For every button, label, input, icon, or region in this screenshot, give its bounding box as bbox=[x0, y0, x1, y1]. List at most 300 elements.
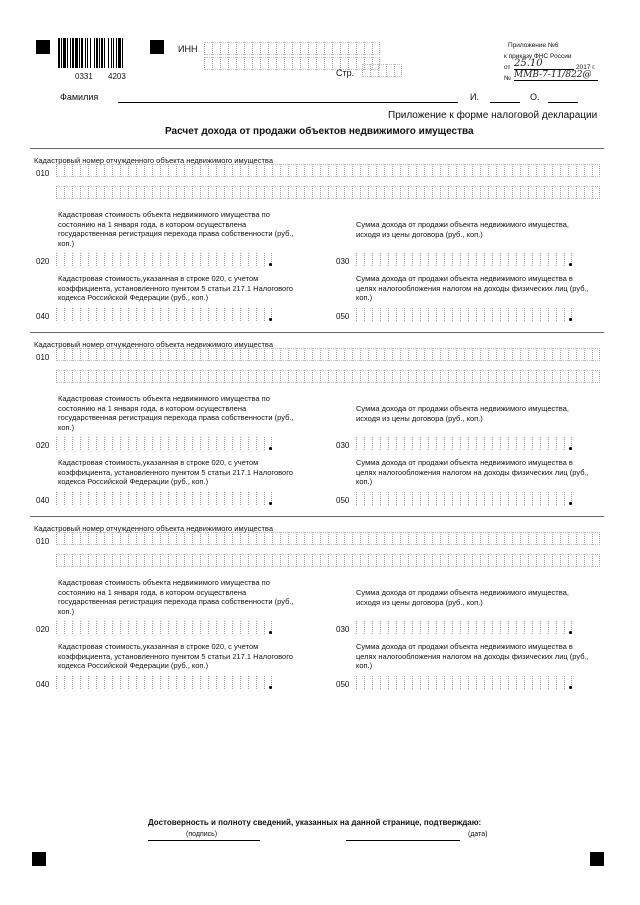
input-cell[interactable] bbox=[360, 164, 368, 177]
input-cell[interactable] bbox=[64, 621, 72, 634]
input-cell[interactable] bbox=[448, 348, 456, 361]
input-cell[interactable] bbox=[488, 186, 496, 199]
input-cell[interactable] bbox=[496, 554, 504, 567]
input-cell[interactable] bbox=[512, 554, 520, 567]
input-cell[interactable] bbox=[64, 348, 72, 361]
input-cell[interactable] bbox=[432, 532, 440, 545]
input-cell[interactable] bbox=[312, 164, 320, 177]
input-cell[interactable] bbox=[444, 437, 452, 450]
input-cell[interactable] bbox=[472, 186, 480, 199]
input-cell[interactable] bbox=[136, 253, 144, 266]
input-cell[interactable] bbox=[88, 186, 96, 199]
input-cell[interactable] bbox=[440, 532, 448, 545]
input-cell[interactable] bbox=[248, 437, 256, 450]
input-cell[interactable] bbox=[176, 492, 184, 505]
input-cell[interactable] bbox=[224, 621, 232, 634]
input-cell[interactable] bbox=[120, 621, 128, 634]
input-cell[interactable] bbox=[208, 532, 216, 545]
input-cell[interactable] bbox=[256, 492, 264, 505]
input-cell[interactable] bbox=[432, 554, 440, 567]
input-cell[interactable] bbox=[384, 164, 392, 177]
input-cell[interactable] bbox=[72, 308, 80, 321]
input-cell[interactable] bbox=[80, 308, 88, 321]
input-cell[interactable] bbox=[468, 676, 476, 689]
input-cell[interactable] bbox=[288, 186, 296, 199]
input-cell[interactable] bbox=[168, 492, 176, 505]
input-cell[interactable] bbox=[120, 554, 128, 567]
input-cell[interactable] bbox=[584, 348, 592, 361]
input-cell[interactable] bbox=[552, 370, 560, 383]
input-cell[interactable] bbox=[544, 186, 552, 199]
input-cell[interactable] bbox=[248, 554, 256, 567]
input-cell[interactable] bbox=[500, 437, 508, 450]
input-cell[interactable] bbox=[72, 621, 80, 634]
input-cell[interactable] bbox=[436, 676, 444, 689]
input-cell[interactable] bbox=[120, 164, 128, 177]
input-cell[interactable] bbox=[144, 554, 152, 567]
input-cell[interactable] bbox=[536, 186, 544, 199]
input-cell[interactable] bbox=[244, 57, 252, 70]
input-cell[interactable] bbox=[544, 532, 552, 545]
input-cell[interactable] bbox=[476, 492, 484, 505]
input-cell[interactable] bbox=[112, 308, 120, 321]
input-cell[interactable] bbox=[428, 253, 436, 266]
input-cell[interactable] bbox=[540, 253, 548, 266]
input-cell[interactable] bbox=[440, 164, 448, 177]
input-cell[interactable] bbox=[240, 621, 248, 634]
input-cell[interactable] bbox=[376, 554, 384, 567]
line-050-field[interactable] bbox=[356, 676, 572, 689]
input-cell[interactable] bbox=[424, 370, 432, 383]
input-cell[interactable] bbox=[160, 186, 168, 199]
input-cell[interactable] bbox=[428, 621, 436, 634]
input-cell[interactable] bbox=[112, 348, 120, 361]
input-cell[interactable] bbox=[396, 308, 404, 321]
input-cell[interactable] bbox=[380, 253, 388, 266]
input-cell[interactable] bbox=[112, 554, 120, 567]
input-cell[interactable] bbox=[424, 186, 432, 199]
input-cell[interactable] bbox=[224, 532, 232, 545]
input-cell[interactable] bbox=[384, 186, 392, 199]
input-cell[interactable] bbox=[128, 370, 136, 383]
input-cell[interactable] bbox=[592, 348, 600, 361]
input-cell[interactable] bbox=[208, 676, 216, 689]
input-cell[interactable] bbox=[136, 437, 144, 450]
input-cell[interactable] bbox=[480, 164, 488, 177]
input-cell[interactable] bbox=[200, 532, 208, 545]
input-cell[interactable] bbox=[340, 42, 348, 55]
input-cell[interactable] bbox=[420, 492, 428, 505]
input-cell[interactable] bbox=[528, 348, 536, 361]
input-cell[interactable] bbox=[308, 57, 316, 70]
input-cell[interactable] bbox=[336, 532, 344, 545]
input-cell[interactable] bbox=[288, 348, 296, 361]
input-cell[interactable] bbox=[120, 186, 128, 199]
line-030-field[interactable] bbox=[356, 437, 572, 450]
input-cell[interactable] bbox=[524, 492, 532, 505]
input-cell[interactable] bbox=[536, 164, 544, 177]
input-cell[interactable] bbox=[228, 42, 236, 55]
input-cell[interactable] bbox=[280, 554, 288, 567]
input-cell[interactable] bbox=[212, 42, 220, 55]
input-cell[interactable] bbox=[532, 437, 540, 450]
input-cell[interactable] bbox=[200, 370, 208, 383]
input-cell[interactable] bbox=[224, 370, 232, 383]
input-cell[interactable] bbox=[532, 621, 540, 634]
input-cell[interactable] bbox=[448, 164, 456, 177]
input-cell[interactable] bbox=[484, 308, 492, 321]
input-cell[interactable] bbox=[400, 554, 408, 567]
input-cell[interactable] bbox=[404, 621, 412, 634]
input-cell[interactable] bbox=[72, 186, 80, 199]
input-cell[interactable] bbox=[536, 554, 544, 567]
input-cell[interactable] bbox=[452, 676, 460, 689]
input-cell[interactable] bbox=[104, 492, 112, 505]
input-cell[interactable] bbox=[136, 676, 144, 689]
input-cell[interactable] bbox=[168, 253, 176, 266]
input-cell[interactable] bbox=[80, 437, 88, 450]
input-cell[interactable] bbox=[232, 370, 240, 383]
cadastral-number-field[interactable] bbox=[56, 348, 600, 361]
input-cell[interactable] bbox=[88, 370, 96, 383]
page-number-field[interactable] bbox=[362, 64, 402, 77]
input-cell[interactable] bbox=[480, 554, 488, 567]
input-cell[interactable] bbox=[208, 186, 216, 199]
input-cell[interactable] bbox=[476, 308, 484, 321]
input-cell[interactable] bbox=[316, 57, 324, 70]
input-cell[interactable] bbox=[488, 348, 496, 361]
input-cell[interactable] bbox=[516, 621, 524, 634]
input-cell[interactable] bbox=[528, 186, 536, 199]
input-cell[interactable] bbox=[88, 348, 96, 361]
input-cell[interactable] bbox=[392, 186, 400, 199]
input-cell[interactable] bbox=[444, 676, 452, 689]
input-cell[interactable] bbox=[260, 42, 268, 55]
input-cell[interactable] bbox=[400, 532, 408, 545]
input-cell[interactable] bbox=[64, 253, 72, 266]
input-cell[interactable] bbox=[284, 42, 292, 55]
input-cell[interactable] bbox=[484, 253, 492, 266]
input-cell[interactable] bbox=[144, 437, 152, 450]
input-cell[interactable] bbox=[472, 348, 480, 361]
input-cell[interactable] bbox=[544, 164, 552, 177]
input-cell[interactable] bbox=[584, 532, 592, 545]
input-cell[interactable] bbox=[408, 554, 416, 567]
input-cell[interactable] bbox=[248, 186, 256, 199]
input-cell[interactable] bbox=[464, 348, 472, 361]
input-cell[interactable] bbox=[272, 532, 280, 545]
input-cell[interactable] bbox=[380, 676, 388, 689]
input-cell[interactable] bbox=[280, 164, 288, 177]
input-cell[interactable] bbox=[520, 186, 528, 199]
input-cell[interactable] bbox=[160, 492, 168, 505]
input-cell[interactable] bbox=[480, 186, 488, 199]
input-cell[interactable] bbox=[152, 348, 160, 361]
input-cell[interactable] bbox=[240, 532, 248, 545]
input-cell[interactable] bbox=[512, 532, 520, 545]
input-cell[interactable] bbox=[240, 164, 248, 177]
input-cell[interactable] bbox=[192, 370, 200, 383]
input-cell[interactable] bbox=[64, 186, 72, 199]
input-cell[interactable] bbox=[208, 437, 216, 450]
input-cell[interactable] bbox=[540, 492, 548, 505]
input-cell[interactable] bbox=[104, 186, 112, 199]
input-cell[interactable] bbox=[308, 42, 316, 55]
input-cell[interactable] bbox=[364, 492, 372, 505]
input-cell[interactable] bbox=[240, 348, 248, 361]
input-cell[interactable] bbox=[112, 253, 120, 266]
input-cell[interactable] bbox=[432, 186, 440, 199]
input-cell[interactable] bbox=[288, 370, 296, 383]
input-cell[interactable] bbox=[536, 532, 544, 545]
input-cell[interactable] bbox=[584, 186, 592, 199]
input-cell[interactable] bbox=[400, 164, 408, 177]
input-cell[interactable] bbox=[276, 57, 284, 70]
input-cell[interactable] bbox=[64, 308, 72, 321]
input-cell[interactable] bbox=[328, 554, 336, 567]
input-cell[interactable] bbox=[56, 532, 64, 545]
input-cell[interactable] bbox=[540, 437, 548, 450]
input-cell[interactable] bbox=[356, 308, 364, 321]
input-cell[interactable] bbox=[192, 348, 200, 361]
input-cell[interactable] bbox=[492, 437, 500, 450]
input-cell[interactable] bbox=[104, 164, 112, 177]
input-cell[interactable] bbox=[544, 348, 552, 361]
input-cell[interactable] bbox=[568, 348, 576, 361]
input-cell[interactable] bbox=[516, 308, 524, 321]
input-cell[interactable] bbox=[520, 164, 528, 177]
input-cell[interactable] bbox=[400, 370, 408, 383]
input-cell[interactable] bbox=[208, 164, 216, 177]
input-cell[interactable] bbox=[152, 186, 160, 199]
input-cell[interactable] bbox=[160, 253, 168, 266]
input-cell[interactable] bbox=[192, 554, 200, 567]
input-cell[interactable] bbox=[204, 42, 212, 55]
input-cell[interactable] bbox=[120, 437, 128, 450]
input-cell[interactable] bbox=[192, 308, 200, 321]
input-cell[interactable] bbox=[548, 492, 556, 505]
input-cell[interactable] bbox=[504, 164, 512, 177]
input-cell[interactable] bbox=[364, 308, 372, 321]
input-cell[interactable] bbox=[456, 532, 464, 545]
input-cell[interactable] bbox=[72, 437, 80, 450]
input-cell[interactable] bbox=[120, 676, 128, 689]
input-cell[interactable] bbox=[344, 370, 352, 383]
input-cell[interactable] bbox=[248, 308, 256, 321]
input-cell[interactable] bbox=[200, 554, 208, 567]
input-cell[interactable] bbox=[464, 554, 472, 567]
input-cell[interactable] bbox=[328, 186, 336, 199]
input-cell[interactable] bbox=[508, 676, 516, 689]
input-cell[interactable] bbox=[388, 253, 396, 266]
input-cell[interactable] bbox=[500, 253, 508, 266]
input-cell[interactable] bbox=[548, 676, 556, 689]
input-cell[interactable] bbox=[232, 186, 240, 199]
input-cell[interactable] bbox=[264, 348, 272, 361]
input-cell[interactable] bbox=[368, 554, 376, 567]
input-cell[interactable] bbox=[192, 621, 200, 634]
input-cell[interactable] bbox=[112, 676, 120, 689]
input-cell[interactable] bbox=[372, 492, 380, 505]
input-cell[interactable] bbox=[392, 348, 400, 361]
input-cell[interactable] bbox=[364, 437, 372, 450]
input-cell[interactable] bbox=[240, 437, 248, 450]
input-cell[interactable] bbox=[420, 621, 428, 634]
input-cell[interactable] bbox=[428, 676, 436, 689]
input-cell[interactable] bbox=[136, 308, 144, 321]
input-cell[interactable] bbox=[488, 164, 496, 177]
input-cell[interactable] bbox=[448, 186, 456, 199]
input-cell[interactable] bbox=[120, 253, 128, 266]
input-cell[interactable] bbox=[104, 621, 112, 634]
input-cell[interactable] bbox=[224, 437, 232, 450]
input-cell[interactable] bbox=[264, 370, 272, 383]
input-cell[interactable] bbox=[380, 437, 388, 450]
input-cell[interactable] bbox=[360, 348, 368, 361]
input-cell[interactable] bbox=[328, 348, 336, 361]
input-cell[interactable] bbox=[556, 437, 564, 450]
input-cell[interactable] bbox=[444, 492, 452, 505]
input-cell[interactable] bbox=[144, 253, 152, 266]
input-cell[interactable] bbox=[508, 621, 516, 634]
input-cell[interactable] bbox=[412, 676, 420, 689]
input-cell[interactable] bbox=[168, 370, 176, 383]
input-cell[interactable] bbox=[436, 253, 444, 266]
input-cell[interactable] bbox=[388, 492, 396, 505]
cadastral-number-field[interactable] bbox=[56, 532, 600, 545]
input-cell[interactable] bbox=[372, 437, 380, 450]
input-cell[interactable] bbox=[324, 57, 332, 70]
input-cell[interactable] bbox=[344, 186, 352, 199]
input-cell[interactable] bbox=[232, 164, 240, 177]
input-cell[interactable] bbox=[72, 532, 80, 545]
input-cell[interactable] bbox=[380, 308, 388, 321]
input-cell[interactable] bbox=[72, 348, 80, 361]
input-cell[interactable] bbox=[352, 164, 360, 177]
input-cell[interactable] bbox=[216, 554, 224, 567]
input-cell[interactable] bbox=[392, 164, 400, 177]
input-cell[interactable] bbox=[552, 164, 560, 177]
input-cell[interactable] bbox=[192, 164, 200, 177]
input-cell[interactable] bbox=[560, 370, 568, 383]
input-cell[interactable] bbox=[192, 492, 200, 505]
input-cell[interactable] bbox=[584, 554, 592, 567]
input-cell[interactable] bbox=[468, 308, 476, 321]
input-cell[interactable] bbox=[200, 308, 208, 321]
input-cell[interactable] bbox=[272, 554, 280, 567]
input-cell[interactable] bbox=[408, 532, 416, 545]
input-cell[interactable] bbox=[408, 186, 416, 199]
input-cell[interactable] bbox=[300, 57, 308, 70]
input-cell[interactable] bbox=[304, 348, 312, 361]
input-cell[interactable] bbox=[152, 253, 160, 266]
input-cell[interactable] bbox=[436, 308, 444, 321]
input-cell[interactable] bbox=[72, 492, 80, 505]
input-cell[interactable] bbox=[504, 554, 512, 567]
input-cell[interactable] bbox=[212, 57, 220, 70]
input-cell[interactable] bbox=[184, 621, 192, 634]
input-cell[interactable] bbox=[496, 532, 504, 545]
input-cell[interactable] bbox=[504, 348, 512, 361]
input-cell[interactable] bbox=[460, 621, 468, 634]
input-cell[interactable] bbox=[464, 164, 472, 177]
input-cell[interactable] bbox=[304, 532, 312, 545]
input-cell[interactable] bbox=[152, 492, 160, 505]
input-cell[interactable] bbox=[184, 492, 192, 505]
input-cell[interactable] bbox=[436, 437, 444, 450]
input-cell[interactable] bbox=[104, 554, 112, 567]
input-cell[interactable] bbox=[248, 492, 256, 505]
input-cell[interactable] bbox=[312, 348, 320, 361]
input-cell[interactable] bbox=[220, 57, 228, 70]
input-cell[interactable] bbox=[224, 253, 232, 266]
input-cell[interactable] bbox=[120, 308, 128, 321]
input-cell[interactable] bbox=[88, 532, 96, 545]
input-cell[interactable] bbox=[184, 253, 192, 266]
input-cell[interactable] bbox=[512, 164, 520, 177]
input-cell[interactable] bbox=[56, 554, 64, 567]
input-cell[interactable] bbox=[80, 532, 88, 545]
input-cell[interactable] bbox=[592, 532, 600, 545]
input-cell[interactable] bbox=[428, 492, 436, 505]
input-cell[interactable] bbox=[496, 186, 504, 199]
input-cell[interactable] bbox=[268, 42, 276, 55]
input-cell[interactable] bbox=[384, 554, 392, 567]
input-cell[interactable] bbox=[560, 554, 568, 567]
input-cell[interactable] bbox=[104, 253, 112, 266]
input-cell[interactable] bbox=[236, 57, 244, 70]
input-cell[interactable] bbox=[160, 554, 168, 567]
input-cell[interactable] bbox=[576, 348, 584, 361]
input-cell[interactable] bbox=[464, 532, 472, 545]
input-cell[interactable] bbox=[392, 370, 400, 383]
input-cell[interactable] bbox=[80, 554, 88, 567]
input-cell[interactable] bbox=[556, 621, 564, 634]
input-cell[interactable] bbox=[88, 308, 96, 321]
input-cell[interactable] bbox=[356, 621, 364, 634]
input-cell[interactable] bbox=[376, 348, 384, 361]
input-cell[interactable] bbox=[80, 164, 88, 177]
input-cell[interactable] bbox=[548, 308, 556, 321]
input-cell[interactable] bbox=[136, 348, 144, 361]
input-cell[interactable] bbox=[272, 186, 280, 199]
input-cell[interactable] bbox=[378, 64, 386, 77]
input-cell[interactable] bbox=[184, 164, 192, 177]
input-cell[interactable] bbox=[64, 554, 72, 567]
line-020-field[interactable] bbox=[56, 253, 272, 266]
input-cell[interactable] bbox=[152, 437, 160, 450]
input-cell[interactable] bbox=[312, 532, 320, 545]
input-cell[interactable] bbox=[472, 164, 480, 177]
input-cell[interactable] bbox=[184, 532, 192, 545]
input-cell[interactable] bbox=[516, 437, 524, 450]
input-cell[interactable] bbox=[192, 253, 200, 266]
input-cell[interactable] bbox=[332, 42, 340, 55]
input-cell[interactable] bbox=[344, 532, 352, 545]
input-cell[interactable] bbox=[556, 308, 564, 321]
input-cell[interactable] bbox=[152, 308, 160, 321]
input-cell[interactable] bbox=[136, 532, 144, 545]
input-cell[interactable] bbox=[380, 621, 388, 634]
input-cell[interactable] bbox=[304, 186, 312, 199]
input-cell[interactable] bbox=[176, 348, 184, 361]
input-cell[interactable] bbox=[208, 253, 216, 266]
input-cell[interactable] bbox=[184, 348, 192, 361]
initial-i-field[interactable] bbox=[490, 102, 520, 103]
input-cell[interactable] bbox=[364, 621, 372, 634]
input-cell[interactable] bbox=[56, 186, 64, 199]
input-cell[interactable] bbox=[248, 676, 256, 689]
